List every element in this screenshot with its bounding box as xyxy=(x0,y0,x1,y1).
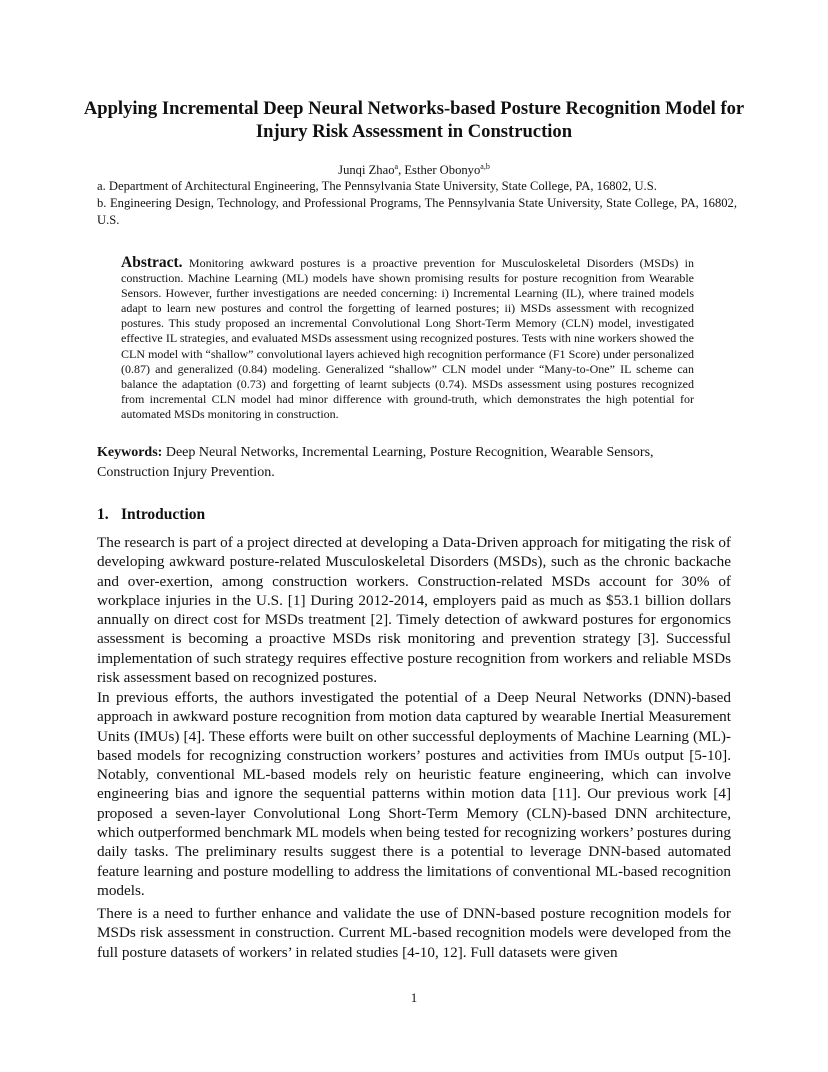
author-separator: , xyxy=(398,163,405,177)
section-heading xyxy=(97,505,205,525)
keywords-text: Deep Neural Networks, Incremental Learning, Posture Recognition, Wearable Sensors, Construction Injury Prevention. xyxy=(97,445,654,480)
section-title: Introduction xyxy=(121,506,206,523)
affiliation-marker: a,b xyxy=(480,162,490,171)
affiliation-marker: a xyxy=(394,162,399,171)
abstract-label: Abstract. xyxy=(121,254,183,271)
paper-title: Applying Incremental Deep Neural Networks-based Posture Recognition Model for Injury Risk Assessment in Construction xyxy=(83,98,745,142)
abstract-text: Monitoring awkward postures is a proactive prevention for Musculoskeletal Disorders (MSDs) in construction. Machine Learning (ML) models have shown promising results for posture recognition from Wearable Sensors. However, further investigations are needed concerning: i) Incremental Learning (IL), where trained models adapt to learn new postures and control the forgetting of learned postures; ii) MSDs assessment with recognized postures. This study proposed an incremental Convolutional Long Short-Term Memory (CLN) model, investigated effective IL strategies, and evaluated MSDs assessment using recognized postures. Tests with nine workers showed the CLN model with “shallow” convolutional layers achieved high recognition performance (F1 Score) under personalized (0.87) and generalized (0.84) modeling. Generalized “shallow” CLN model under “Many-to-One” IL scheme can balance the adaptation (0.73) and forgetting of learnt subjects (0.74). MSDs assessment using postures recognized from incremental CLN model had minor difference with ground-truth, which demonstrates the high potential for automated MSDs monitoring in construction. xyxy=(121,256,695,421)
abstract xyxy=(121,255,694,422)
keywords-label: Keywords: xyxy=(97,445,163,460)
keywords xyxy=(97,443,697,483)
affiliations xyxy=(97,178,737,229)
page-number: 1 xyxy=(410,990,418,1005)
body-paragraph: There is a need to further enhance and validate the use of DNN-based posture recognition models for MSDs risk assessment in construction. Current ML-based recognition models were developed from the full posture datasets of workers’ in related studies [4-10, 12]. Full datasets were given xyxy=(97,905,731,961)
affiliation-a: a. Department of Architectural Engineering, The Pennsylvania State University, State College, PA, 16802, U.S. xyxy=(97,179,657,193)
body-paragraph: The research is part of a project directed at developing a Data-Driven approach for mitigating the risk of developing awkward posture-related Musculoskeletal Disorders (MSDs), such as the chronic backache and over-exertion, among construction workers. Construction-related MSDs account for 30% of workplace injuries in the U.S. [1] During 2012-2014, employers paid as much as $53.1 billion dollars annually on direct cost for MSDs treatment [2]. Timely detection of awkward postures for ergonomics assessment is becoming a proactive MSDs risk monitoring and prevention strategy [3]. Successful implementation of such strategy requires effective posture recognition from workers and reliable MSDs risk assessment based on recognized postures. xyxy=(97,534,731,687)
section-number: 1. xyxy=(97,506,109,523)
author-name: Esther Obonyo xyxy=(404,163,481,177)
author-name: Junqi Zhao xyxy=(338,163,395,177)
affiliation-b: b. Engineering Design, Technology, and Professional Programs, The Pennsylvania State University, State College, PA, 16802, U.S. xyxy=(97,196,737,227)
author-line xyxy=(0,162,828,178)
body-paragraph: In previous efforts, the authors investigated the potential of a Deep Neural Networks (DNN)-based approach in awkward posture recognition from motion data captured by wearable Inertial Measurement Units (IMUs) [4]. These efforts were built on other successful deployments of Machine Learning (ML)-based models for recognizing construction workers’ postures and activities from IMUs output [5-10]. Notably, conventional ML-based models rely on heuristic feature engineering, which can involve engineering bias and ignore the sequential patterns within motion data [11]. Our previous work [4] proposed a seven-layer Convolutional Long Short-Term Memory (CLN)-based DNN architecture, which outperformed benchmark ML models when being tested for recognizing workers’ postures during daily tasks. The preliminary results suggest there is a potential to leverage DNN-based automated feature learning and posture modelling to address the limitations of conventional ML-based recognition models. xyxy=(97,689,731,899)
